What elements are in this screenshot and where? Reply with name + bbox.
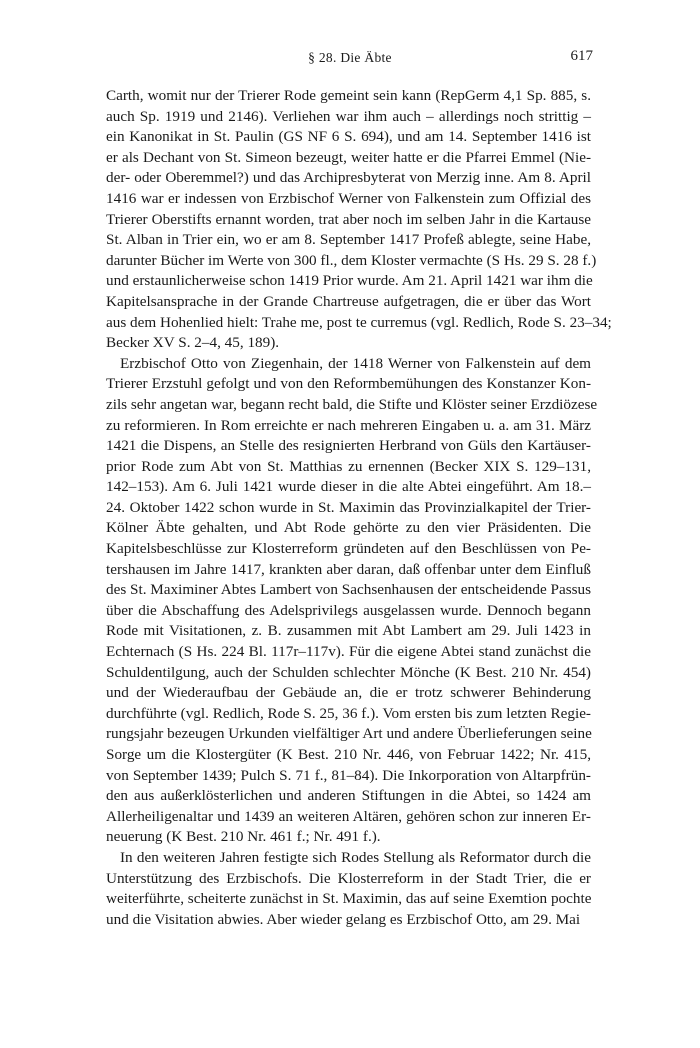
- text-line: auch Sp. 1919 und 2146). Verliehen war ihm auch – allerdings noch strittig –: [106, 107, 591, 125]
- text-line: Kapitelsbeschlüsse zur Klosterreform gründeten auf den Beschlüssen von Pe-: [106, 540, 591, 558]
- text-line: zu reformieren. In Rom erreichte er nach mehreren Eingaben u. a. am 31. März: [106, 416, 591, 434]
- text-line: Allerheiligenaltar und 1439 an weiteren Altären, gehören schon zur inneren Er-: [106, 807, 591, 825]
- text-line: Kölner Äbte gehalten, und Abt Rode gehörte zu den vier Präsidenten. Die: [106, 519, 591, 537]
- text-line: Unterstützung des Erzbischofs. Die Klosterreform in der Stadt Trier, die er: [106, 869, 591, 887]
- text-line: rungsjahr bezeugen Urkunden vielfältiger Art und andere Überlieferungen seine: [106, 725, 592, 743]
- body-text: [106, 86, 612, 930]
- text-line: Trierer Oberstifts ernannt worden, trat aber noch im selben Jahr in die Kartause: [106, 210, 591, 228]
- text-line: Becker XV S. 2–4, 45, 189).: [106, 334, 280, 352]
- text-line: In den weiteren Jahren festigte sich Rodes Stellung als Reformator durch die: [120, 848, 591, 866]
- text-line: der- oder Oberemmel?) und das Archipresbyterat von Merzig inne. Am 8. April: [106, 169, 591, 187]
- text-line: den aus außerklösterlichen und anderen Stiftungen in die Abtei, so 1424 am: [106, 787, 591, 805]
- text-line: Sorge um die Klostergüter (K Best. 210 Nr. 446, von Februar 1422; Nr. 415,: [106, 746, 591, 763]
- text-line: tershausen im Jahre 1417, krankten aber daran, daß offenbar unter dem Einfluß: [106, 560, 591, 578]
- text-line: zils sehr angetan war, begann recht bald, die Stifte und Klöster seiner Erzdiözese: [106, 395, 598, 413]
- text-line: 24. Oktober 1422 schon wurde in St. Maximin das Provinzialkapitel der Trier-: [106, 498, 591, 516]
- text-line: und die Visitation abwies. Aber wieder gelang es Erzbischof Otto, am 29. Mai: [106, 910, 581, 928]
- text-line: Carth, womit nur der Trierer Rode gemeint sein kann (RepGerm 4,1 Sp. 885, s.: [106, 87, 591, 104]
- page-number: 617: [570, 48, 593, 64]
- text-line: des St. Maximiner Abtes Lambert von Sachsenhausen der entscheidende Passus: [106, 581, 592, 599]
- text-line: ein Kanonikat in St. Paulin (GS NF 6 S. 694), und am 14. September 1416 ist: [106, 128, 591, 146]
- text-line: Echternach (S Hs. 224 Bl. 117r–117v). Für die eigene Abtei stand zunächst die: [106, 643, 591, 661]
- text-line: er als Dechant von St. Simeon bezeugt, weiter hatte er die Pfarrei Emmel (Nie-: [106, 148, 591, 166]
- text-line: und der Wiederaufbau der Gebäude an, die er trotz schwerer Behinderung: [106, 684, 591, 702]
- text-line: und erstaunlicherweise schon 1419 Prior wurde. Am 21. April 1421 war ihm die: [106, 272, 593, 290]
- text-line: prior Rode zum Abt von St. Matthias zu ernennen (Becker XIX S. 129–131,: [106, 457, 591, 475]
- text-line: 1421 die Dispens, an Stelle des resignierten Herbrand von Güls den Kartäuser-: [106, 437, 591, 455]
- text-line: von September 1439; Pulch S. 71 f., 81–84). Die Inkorporation von Altarpfrün-: [106, 766, 591, 784]
- text-line: Trierer Erzstuhl gefolgt und von den Reformbemühungen des Konstanzer Kon-: [106, 375, 591, 393]
- paragraph-1: [106, 86, 612, 354]
- text-line: Schuldentilgung, auch der Schulden schlechter Mönche (K Best. 210 Nr. 454): [106, 663, 591, 681]
- text-line: weiterführte, scheiterte zunächst in St. Maximin, das auf seine Exemtion pochte: [106, 890, 592, 908]
- text-line: durchführte (vgl. Redlich, Rode S. 25, 36 f.). Vom ersten bis zum letzten Regie-: [106, 704, 591, 722]
- text-line: neuerung (K Best. 210 Nr. 461 f.; Nr. 491 f.).: [106, 828, 381, 846]
- text-line: 1416 war er indessen von Erzbischof Werner von Falkenstein zum Offizial des: [106, 189, 591, 207]
- running-head: § 28. Die Äbte: [308, 50, 392, 65]
- text-line: Rode mit Visitationen, z. B. zusammen mit Abt Lambert am 29. Juli 1423 in: [106, 622, 591, 640]
- paragraph-3: [106, 848, 591, 930]
- text-line: St. Alban in Trier ein, wo er am 8. September 1417 Profeß ablegte, seine Habe,: [106, 231, 591, 249]
- paragraph-2: [106, 354, 598, 848]
- text-line: Kapitelsansprache in der Grande Chartreuse aufgetragen, die er über das Wort: [106, 292, 591, 310]
- text-line: 142–153). Am 6. Juli 1421 wurde dieser in die alte Abtei eingeführt. Am 18.–: [106, 478, 591, 496]
- text-line: aus dem Hohenlied hielt: Trahe me, post te curremus (vgl. Redlich, Rode S. 23–34;: [106, 313, 612, 331]
- text-line: darunter Bücher im Werte von 300 fl., dem Kloster vermachte (S Hs. 29 S. 28 f.): [106, 251, 597, 269]
- text-line: Erzbischof Otto von Ziegenhain, der 1418 Werner von Falkenstein auf dem: [120, 354, 591, 372]
- text-line: über die Abschaffung des Adelsprivilegs ausgelassen wurde. Dennoch begann: [106, 601, 591, 619]
